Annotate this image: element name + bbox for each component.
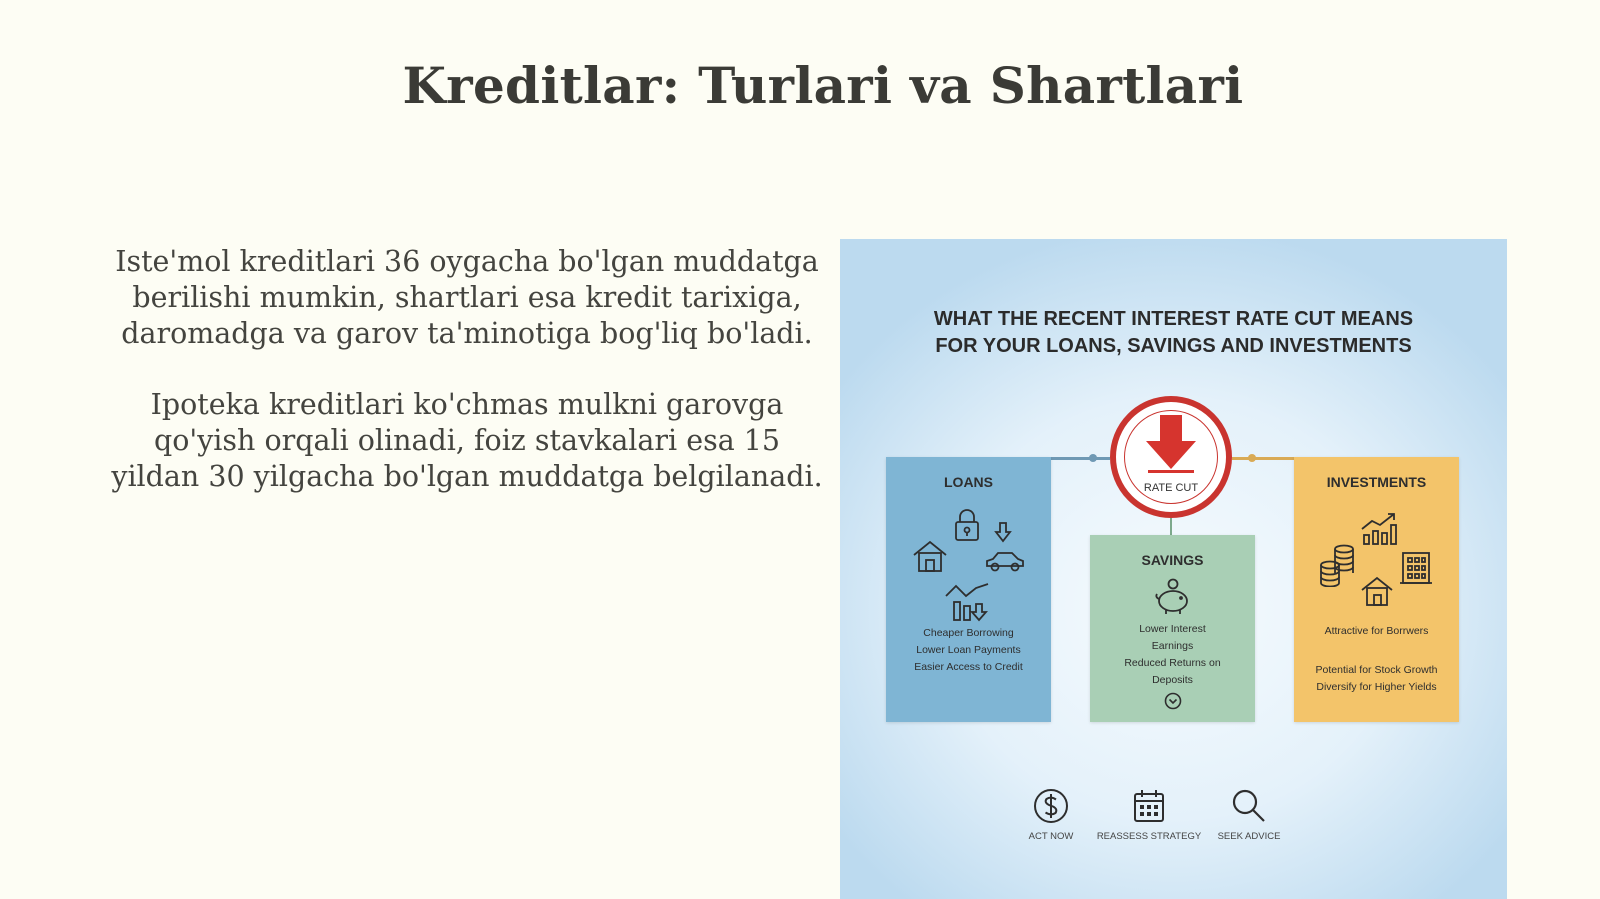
coin-stack-icon [1318,543,1358,587]
rate-cut-badge [1110,396,1232,518]
investments-title: INVESTMENTS [1326,474,1427,490]
savings-effects [1090,621,1255,689]
slide-title: Kreditlar: Turlari va Shartlari [402,56,1244,115]
investments-card [1294,457,1459,722]
loans-title: LOANS [944,474,993,490]
house-icon [1360,575,1394,607]
down-arrow-icon [994,521,1012,543]
magnifier-icon [1230,787,1268,825]
connector-down [1170,518,1172,535]
loans-line: Easier Access to Credit [914,661,1023,673]
building-icon [1398,549,1434,585]
savings-line: Reduced Returns on [1124,657,1221,669]
investments-line: Attractive for Borrwers [1324,625,1429,637]
rate-cut-label: RATE CUT [1143,482,1199,494]
savings-title: SAVINGS [1141,552,1204,568]
interest-rate-infographic [840,239,1507,899]
savings-line: Deposits [1152,674,1193,686]
seek-advice-item [1194,787,1304,842]
loans-line: Lower Loan Payments [916,644,1021,656]
reassess-strategy-item [1094,787,1204,842]
consumer-credit-paragraph: Iste'mol kreditlari 36 oygacha bo'lgan muddatga berilishi mumkin, shartlari esa kredit tarixiga, daromadga va garov ta'minotiga bog'liq bo'ladi. [115,245,819,350]
falling-chart-icon [944,582,992,622]
act-now-item [996,787,1106,842]
investments-effects [1294,623,1459,640]
savings-line: Earnings [1151,640,1194,652]
body-text [108,244,826,530]
investments-line: Diversify for Higher Yields [1316,681,1437,693]
house-icon [912,539,948,573]
investments-line: Potential for Stock Growth [1315,664,1438,676]
connector-dot-left [1089,454,1097,462]
act-now-label: ACT NOW [1028,831,1074,842]
seek-advice-label: SEEK ADVICE [1217,831,1281,842]
connector-dot-right [1248,454,1256,462]
loans-line: Cheaper Borrowing [923,627,1014,639]
savings-card [1090,535,1255,722]
investments-growth [1294,662,1459,696]
reassess-strategy-label: REASSESS STRATEGY [1096,831,1202,842]
savings-line: Lower Interest [1139,623,1206,635]
dollar-circle-icon [1032,787,1070,825]
car-icon [984,549,1026,573]
infographic-heading-line1: WHAT THE RECENT INTEREST RATE CUT MEANS [933,308,1414,330]
infographic-heading-line2: FOR YOUR LOANS, SAVINGS AND INVESTMENTS [935,335,1412,357]
growth-chart-icon [1360,511,1402,545]
chevron-down-circle-icon [1164,692,1182,710]
lock-icon [952,507,982,543]
loans-card [886,457,1051,722]
mortgage-paragraph: Ipoteka kreditlari ko'chmas mulkni garovga qo'yish orqali olinadi, foiz stavkalari esa 15 yildan 30 yilgacha bo'lgan muddatga belgilanadi. [111,388,823,493]
piggy-bank-icon [1154,577,1192,615]
loans-benefits [886,625,1051,676]
calendar-icon [1131,787,1167,825]
down-arrow-icon [1144,413,1198,475]
infographic-heading [840,306,1507,360]
